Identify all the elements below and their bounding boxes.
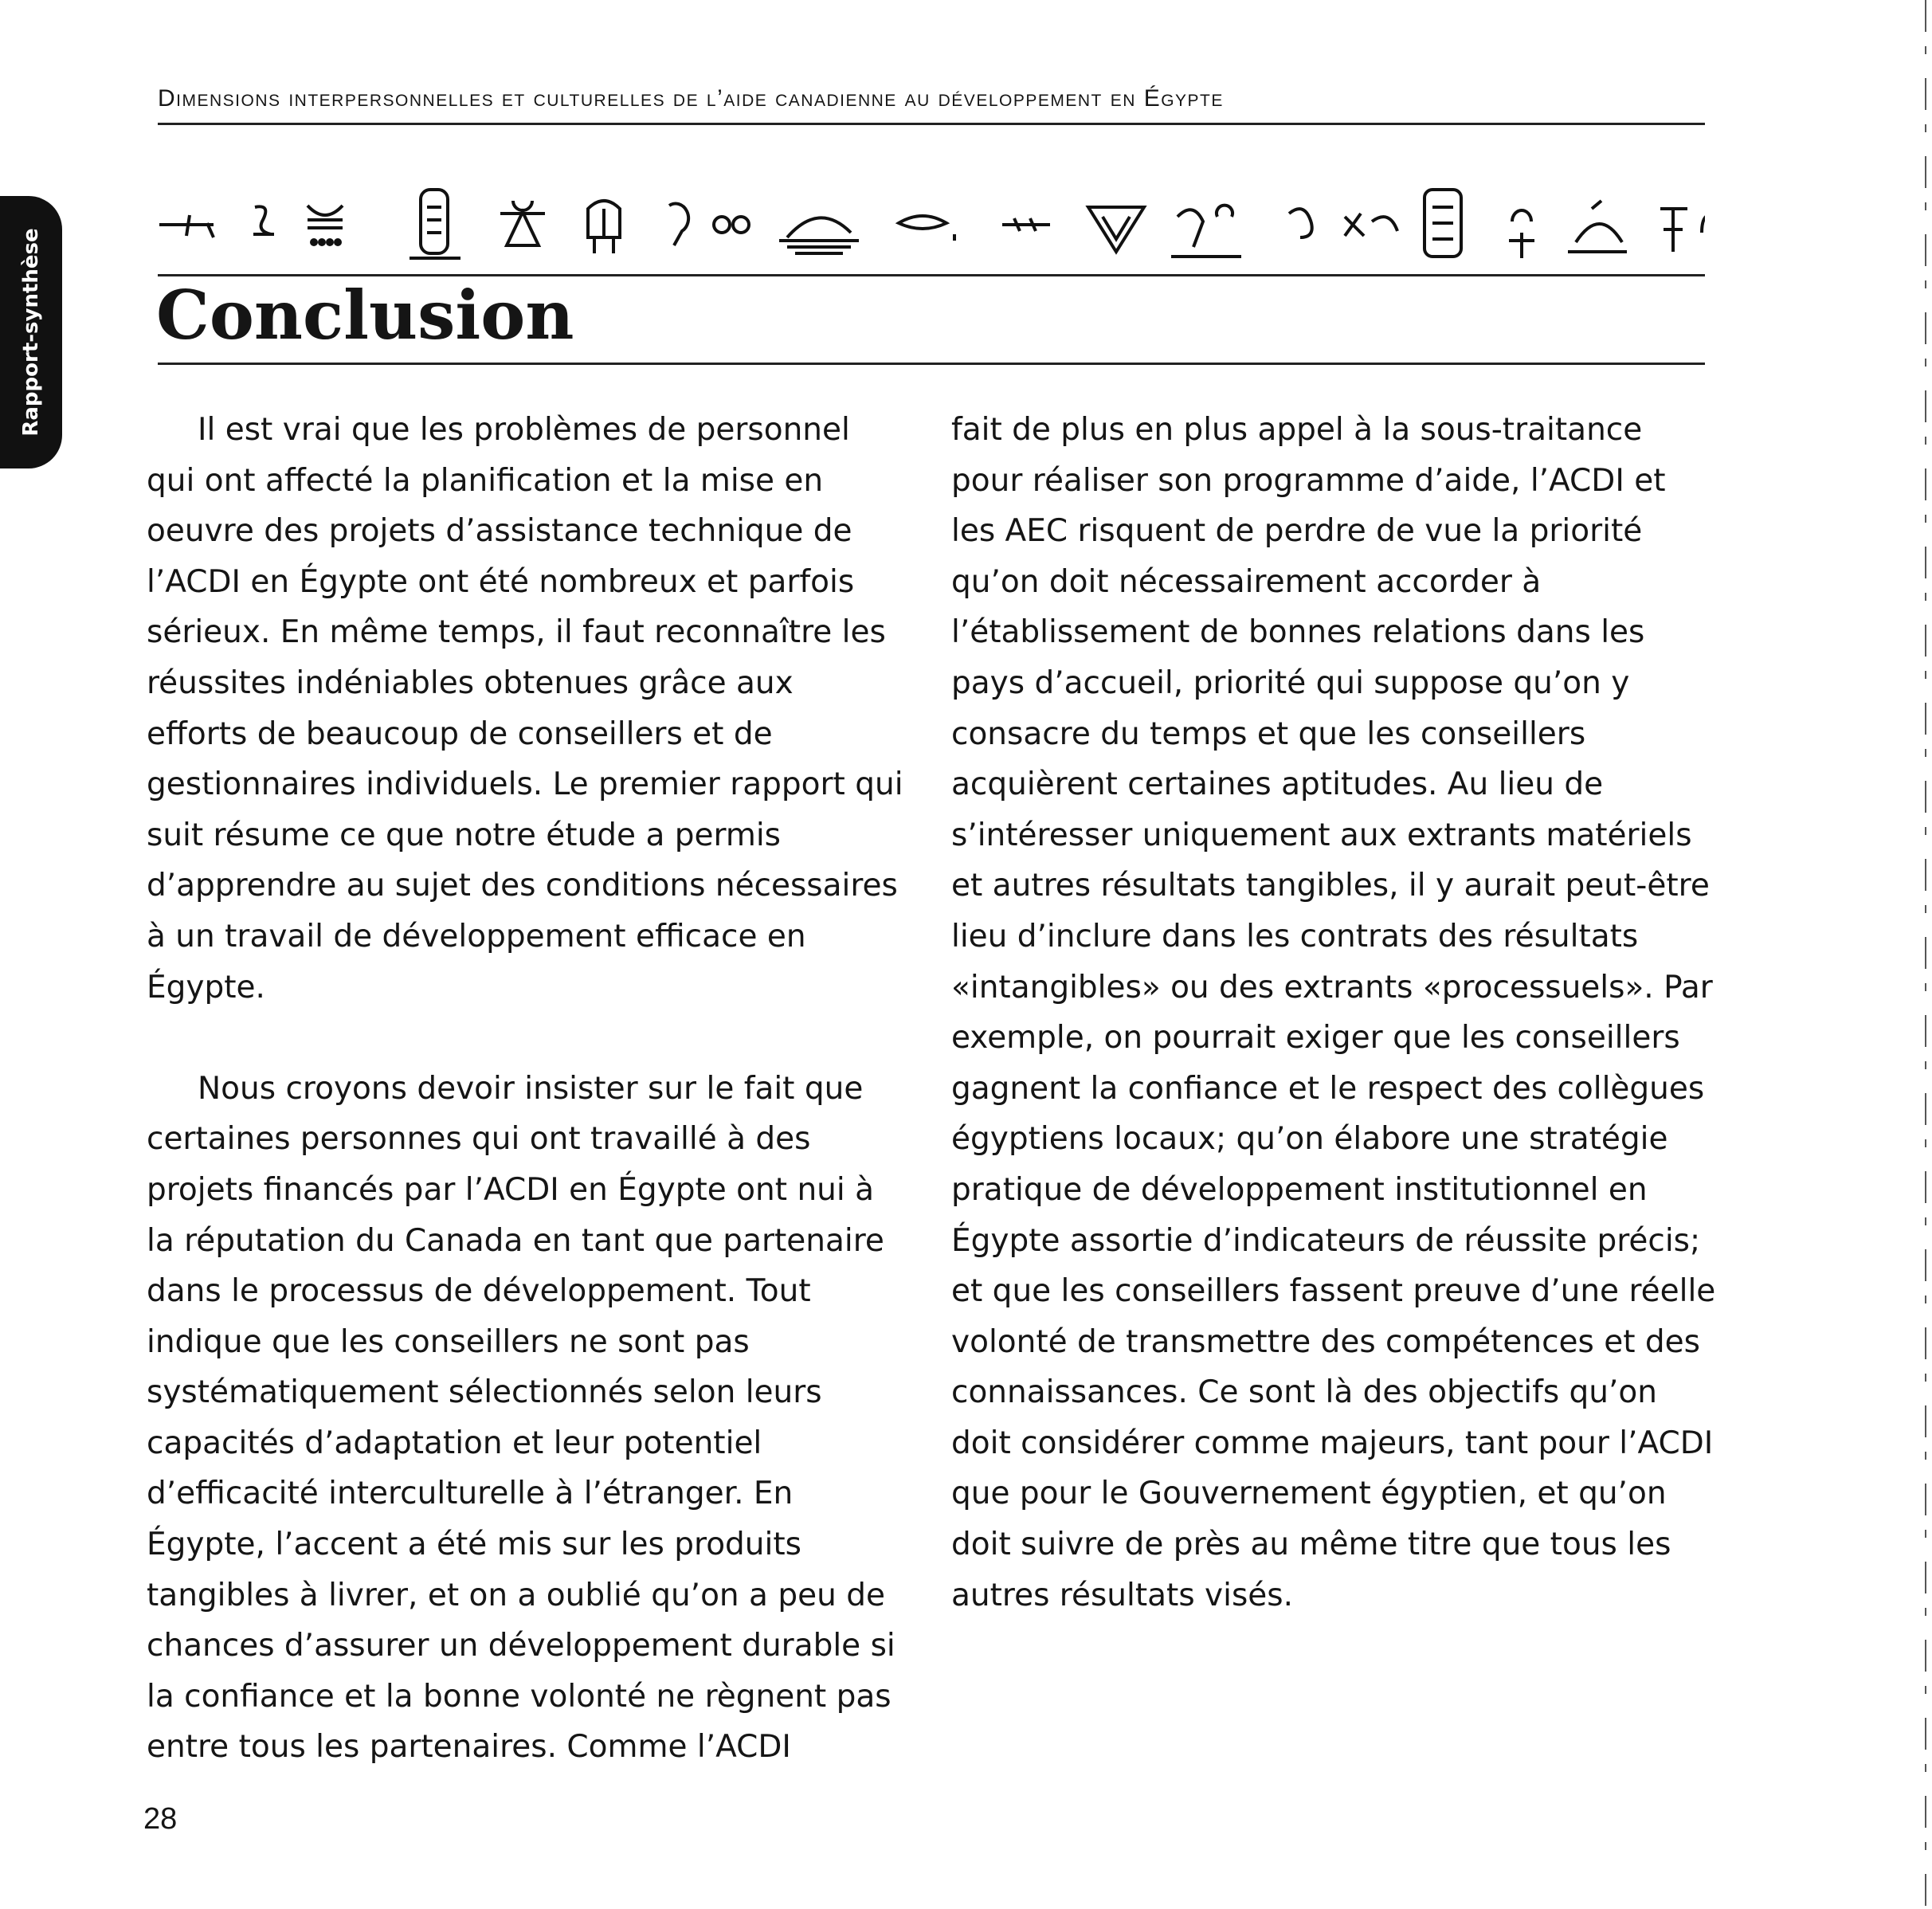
paragraph: Il est vrai que les problèmes de personnel qui ont affecté la planification et la mise en oeuvre des projets d’assistance technique de l’ACDI en Égypte ont été nombreux et parfois sérieux. En même temps, il faut reconnaître les réussites indéniables obtenues grâce aux efforts de beaucoup de conseillers et de gestionnaires individuels. Le premier rapport qui suit résume ce que notre étude a permis d’apprendre au sujet des conditions nécessaires à un travail de développement efficace en Égypte.: [147, 412, 903, 1005]
body-column-left: [147, 405, 903, 1773]
hieroglyph-band-icon: [158, 185, 1705, 265]
body-column-right: [951, 405, 1716, 1621]
section-side-tab: [0, 196, 62, 468]
page-title: Conclusion: [156, 276, 574, 355]
divider: [158, 363, 1705, 365]
side-tab-label: Rapport-synthèse: [19, 228, 43, 437]
running-header: Dimensions interpersonnelles et culturelles de l’aide canadienne au développement en Égypte: [158, 83, 1705, 125]
paragraph: Nous croyons devoir insister sur le fait que certaines personnes qui ont travaillé à des projets financés par l’ACDI en Égypte ont nui à la réputation du Canada en tant que partenaire dans le processus de développement. Tout indique que les conseillers ne sont pas systématiquement sélectionnés selon leurs capacités d’adaptation et leur potentiel d’efficacité interculturelle à l’étranger. En Égypte, l’accent a été mis sur les produits tangibles à livrer, et on a oublié qu’on a peu de chances d’assurer un développement durable si la confiance et la bonne volonté ne règnent pas entre tous les partenaires. Comme l’ACDI: [147, 1070, 895, 1766]
page-number: 28: [143, 1802, 178, 1836]
paragraph: fait de plus en plus appel à la sous-traitance pour réaliser son programme d’aide, l’ACDI et les AEC risquent de perdre de vue la priorité qu’on doit nécessairement accorder à l’établissement de bonnes relations dans les pays d’accueil, priorité qui suppose qu’on y consacre du temps et que les conseillers acquièrent certaines aptitudes. Au lieu de s’intéresser uniquement aux extrants matériels et autres résultats tangibles, il y aurait peut-être lieu d’inclure dans les contrats des résultats «intangibles» ou des extrants «processuels». Par exemple, on pourrait exiger que les conseillers gagnent la confiance et le respect des collègues égyptiens locaux; qu’on élabore une stratégie pratique de développement institutionnel en Égypte assortie d’indicateurs de réussite précis; et que les conseillers fassent preuve d’une réelle volonté de transmettre des compétences et des connaissances. Ce sont là des objectifs qu’on doit considérer comme majeurs, tant pour l’ACDI que pour le Gouvernement égyptien, et qu’on doit suivre de près au même titre que tous les autres résultats visés.: [951, 412, 1716, 1613]
scan-edge-artifact: [1919, 0, 1932, 1909]
